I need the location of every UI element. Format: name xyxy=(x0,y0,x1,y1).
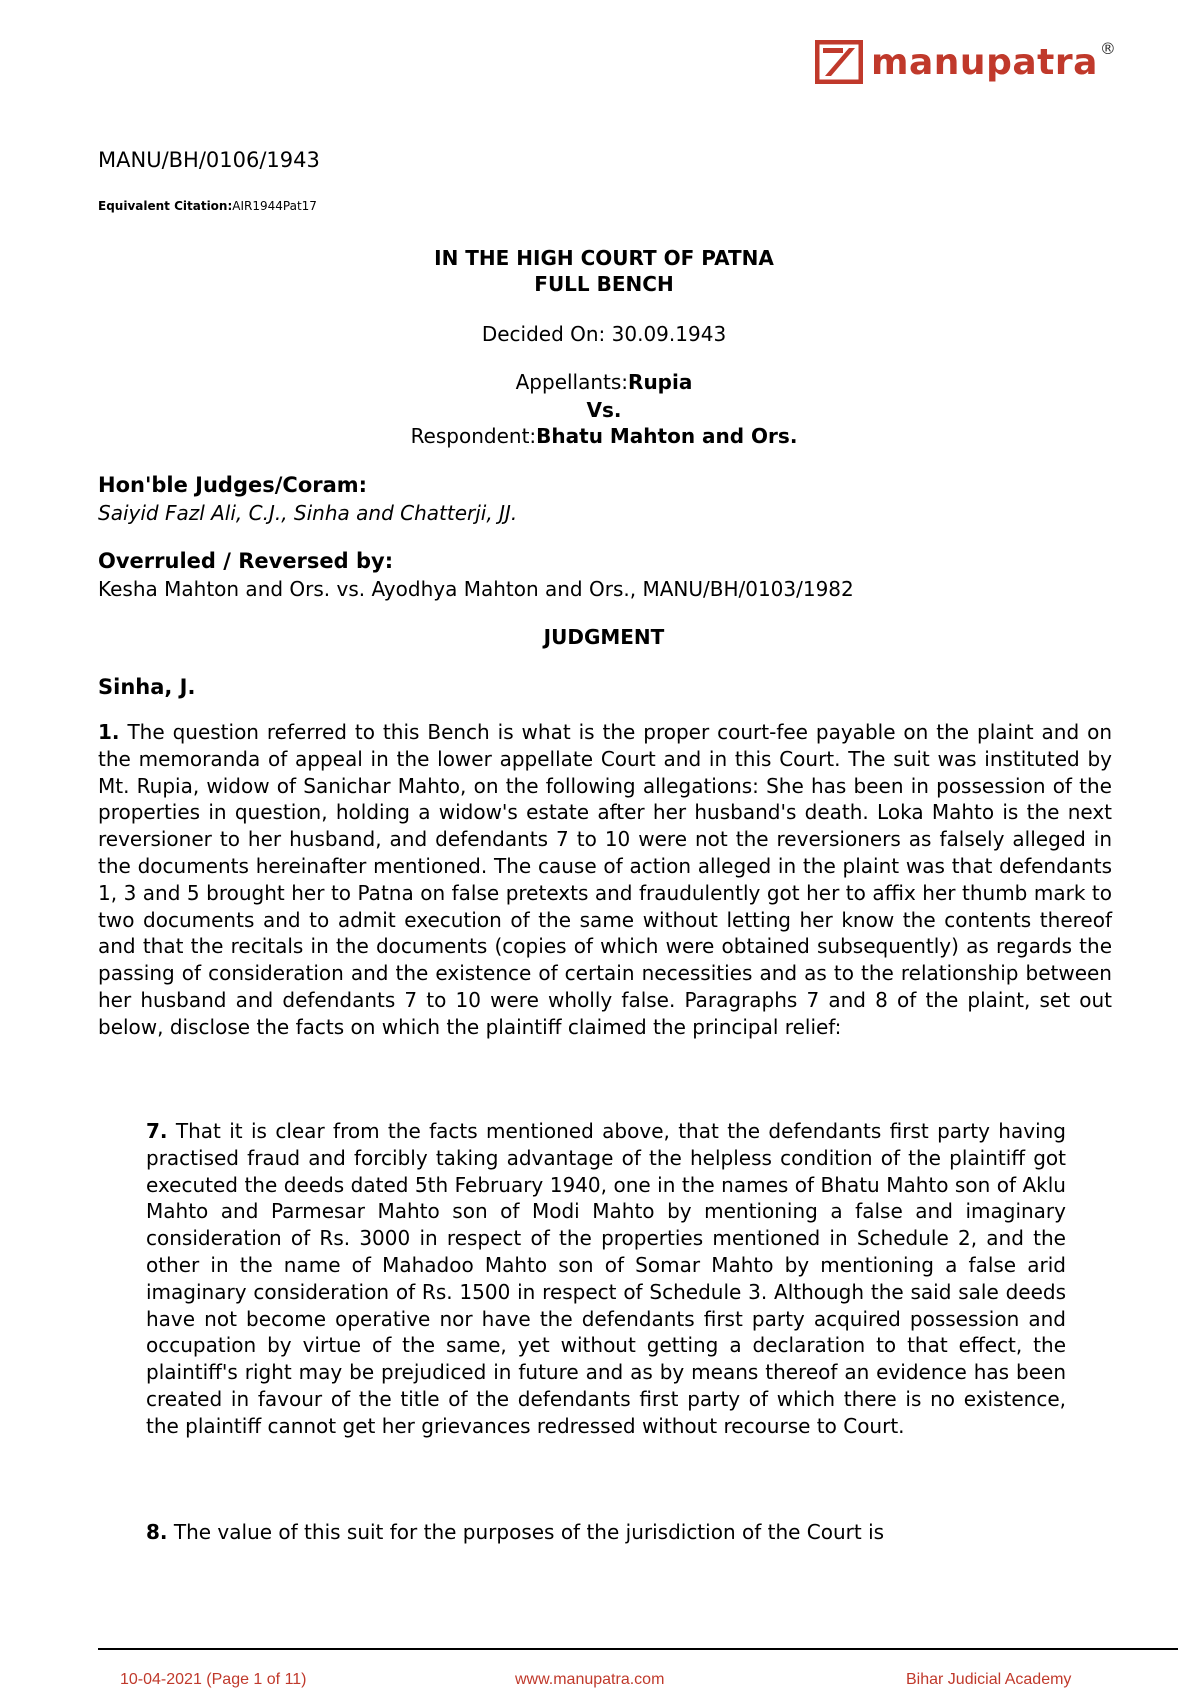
manupatra-logo xyxy=(815,40,1116,84)
paragraph-number: 8. xyxy=(146,1520,168,1544)
respondent-label: Respondent: xyxy=(410,424,537,448)
paragraph-number: 1. xyxy=(98,720,120,744)
registered-mark: ® xyxy=(1099,38,1116,58)
respondent xyxy=(98,424,1110,448)
respondent-name: Bhatu Mahton and Ors. xyxy=(536,424,798,448)
overruled-text: Kesha Mahton and Ors. vs. Ayodhya Mahton and Ors., MANU/BH/0103/1982 xyxy=(98,577,854,601)
equivalent-citation-value: AIR1944Pat17 xyxy=(232,199,317,213)
court-name: IN THE HIGH COURT OF PATNA xyxy=(434,246,774,270)
footer-divider xyxy=(98,1648,1178,1650)
author: Sinha, J. xyxy=(98,675,196,699)
appellants-label: Appellants: xyxy=(515,370,629,394)
manupatra-logo-icon xyxy=(815,40,863,84)
footer-page-info: 10-04-2021 (Page 1 of 11) xyxy=(120,1671,307,1688)
brand-name: manupatra xyxy=(871,41,1098,83)
paragraph-8 xyxy=(146,1519,1066,1546)
judges-heading: Hon'ble Judges/Coram: xyxy=(98,473,368,497)
appellants xyxy=(98,370,1110,394)
judgment-heading: JUDGMENT xyxy=(543,625,665,649)
overruled-heading: Overruled / Reversed by: xyxy=(98,549,394,573)
judges-names: Saiyid Fazl Ali, C.J., Sinha and Chatterji, JJ. xyxy=(98,501,518,525)
citation: MANU/BH/0106/1943 xyxy=(98,148,320,172)
equivalent-citation-label: Equivalent Citation: xyxy=(98,199,233,213)
paragraph-text: The question referred to this Bench is what is the proper court-fee payable on the plaint and on the memoranda of appeal in the lower appellate Court and in this Court. The suit was instituted by Mt. Rupia, widow of Sanichar Mahto, on the following allegations: She has been in possession of the properties in question, holding a widow's estate after her husband's death. Loka Mahto is the next reversioner to her husband, and defendants 7 to 10 were not the reversioners as falsely alleged in the documents hereinafter mentioned. The cause of action alleged in the plaint was that defendants 1, 3 and 5 brought her to Patna on false pretexts and fraudulently got her to affix her thumb mark to two documents and to admit execution of the same without letting her know the contents thereof and that the recitals in the documents (copies of which were obtained subsequently) as regards the passing of consideration and the existence of certain necessities and as to the relationship between her husband and defendants 7 to 10 were wholly false. Paragraphs 7 and 8 of the plaint, set out below, disclose the facts on which the plaintiff claimed the principal relief: xyxy=(98,720,1112,1039)
paragraph-7 xyxy=(146,1118,1066,1440)
footer-website-link[interactable]: www.manupatra.com xyxy=(515,1671,665,1688)
paragraph-text: The value of this suit for the purposes of the jurisdiction of the Court is xyxy=(167,1520,885,1544)
bench-name: FULL BENCH xyxy=(534,272,674,296)
versus: Vs. xyxy=(586,398,622,422)
decided-on: Decided On: 30.09.1943 xyxy=(481,322,727,346)
appellants-name: Rupia xyxy=(628,370,693,394)
paragraph-number: 7. xyxy=(146,1119,168,1143)
footer-source: Bihar Judicial Academy xyxy=(906,1671,1072,1688)
paragraph-1 xyxy=(98,719,1112,1041)
paragraph-text: That it is clear from the facts mentioned above, that the defendants first party having practised fraud and forcibly taking advantage of the helpless condition of the plaintiff got executed the deeds dated 5th February 1940, one in the names of Bhatu Mahto son of Aklu Mahto and Parmesar Mahto son of Modi Mahto by mentioning a false and imaginary consideration of Rs. 3000 in respect of the properties mentioned in Schedule 2, and the other in the name of Mahadoo Mahto son of Somar Mahto by mentioning a false arid imaginary consideration of Rs. 1500 in respect of Schedule 3. Although the said sale deeds have not become operative nor have the defendants first party acquired possession and occupation by virtue of the same, yet without getting a declaration to that effect, the plaintiff's right may be prejudiced in future and as by means thereof an evidence has been created in favour of the title of the defendants first party of which there is no existence, the plaintiff cannot get her grievances redressed without recourse to Court. xyxy=(146,1119,1066,1438)
equivalent-citation xyxy=(98,199,317,213)
